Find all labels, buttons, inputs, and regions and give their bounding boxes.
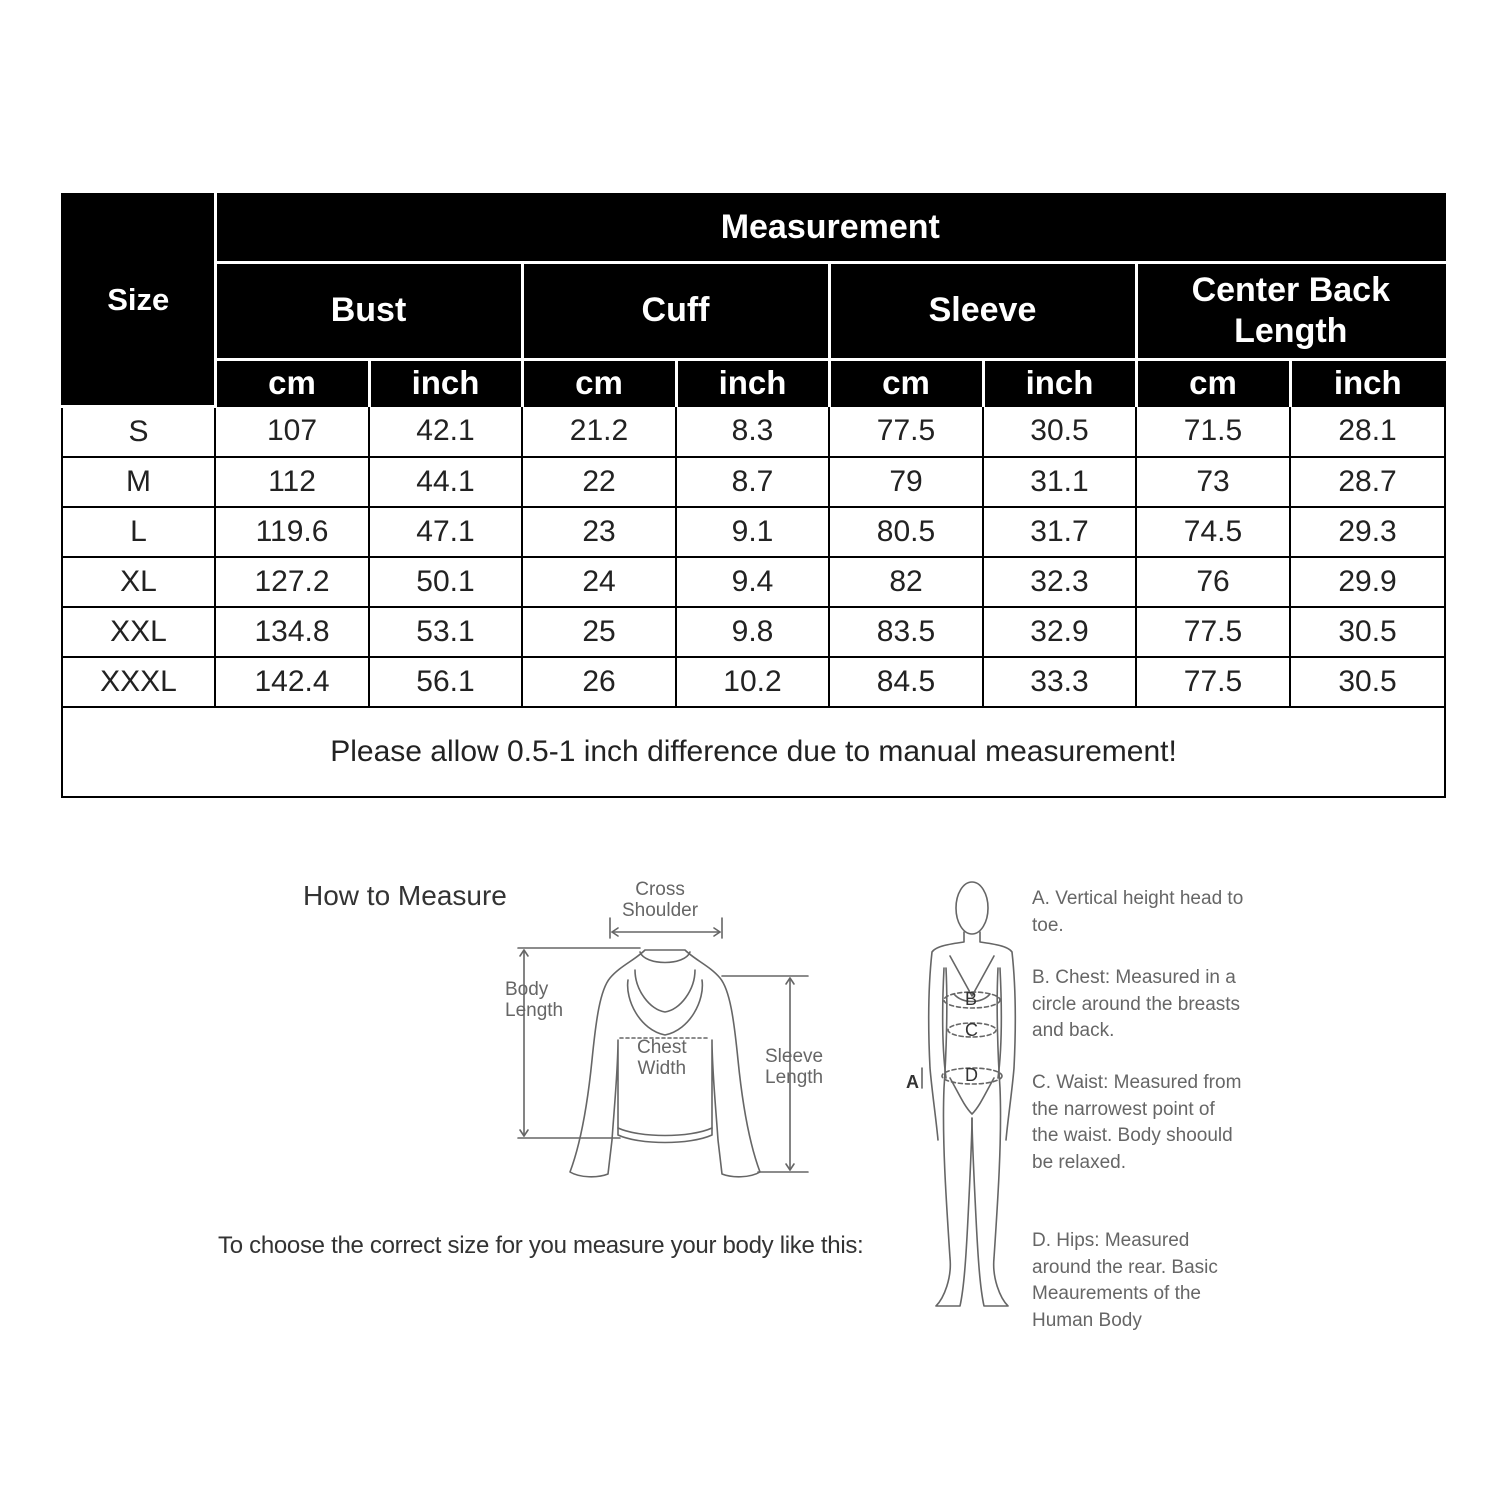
value-cell: 9.1 bbox=[676, 507, 829, 557]
value-cell: 30.5 bbox=[1290, 657, 1445, 707]
value-cell: 26 bbox=[522, 657, 676, 707]
value-cell: 31.1 bbox=[983, 457, 1136, 507]
value-cell: 107 bbox=[215, 406, 369, 457]
chest-width-label bbox=[637, 1037, 687, 1079]
body-length-label bbox=[505, 979, 563, 1021]
value-cell: 24 bbox=[522, 557, 676, 607]
table-row bbox=[62, 557, 1445, 607]
size-cell: XL bbox=[62, 557, 215, 607]
cuff-header: Cuff bbox=[522, 263, 829, 360]
value-cell: 8.3 bbox=[676, 406, 829, 457]
value-cell: 23 bbox=[522, 507, 676, 557]
value-cell: 76 bbox=[1136, 557, 1290, 607]
value-cell: 32.3 bbox=[983, 557, 1136, 607]
note-c-letter: C. bbox=[1032, 1072, 1051, 1093]
table-row bbox=[62, 507, 1445, 557]
body-length-line2: Length bbox=[505, 1000, 564, 1021]
cross-shoulder-line2: Shoulder bbox=[622, 900, 699, 921]
measurement-note-d bbox=[1032, 1228, 1247, 1334]
note-c-text: Waist: Measured from the narrowest point of the waist. Body shoould be relaxed. bbox=[1032, 1072, 1242, 1173]
human-body-diagram bbox=[900, 878, 1020, 1318]
chest-width-line1: Chest bbox=[637, 1037, 687, 1058]
sleeve-cm-header: cm bbox=[829, 360, 983, 407]
value-cell: 53.1 bbox=[369, 607, 522, 657]
size-cell: M bbox=[62, 457, 215, 507]
cuff-inch-header: inch bbox=[676, 360, 829, 407]
value-cell: 142.4 bbox=[215, 657, 369, 707]
body-length-line1: Body bbox=[505, 979, 549, 1000]
measurement-note-c bbox=[1032, 1070, 1242, 1176]
value-cell: 73 bbox=[1136, 457, 1290, 507]
size-chart-table bbox=[61, 193, 1446, 798]
value-cell: 71.5 bbox=[1136, 406, 1290, 457]
value-cell: 42.1 bbox=[369, 406, 522, 457]
value-cell: 82 bbox=[829, 557, 983, 607]
body-marker-a: A bbox=[906, 1072, 919, 1092]
center-back-cm-header: cm bbox=[1136, 360, 1290, 407]
sleeve-inch-header: inch bbox=[983, 360, 1136, 407]
value-cell: 25 bbox=[522, 607, 676, 657]
bust-cm-header: cm bbox=[215, 360, 369, 407]
note-a-text: Vertical height head to toe. bbox=[1032, 888, 1244, 936]
note-a-letter: A. bbox=[1032, 888, 1050, 909]
bust-inch-header: inch bbox=[369, 360, 522, 407]
value-cell: 119.6 bbox=[215, 507, 369, 557]
value-cell: 56.1 bbox=[369, 657, 522, 707]
size-cell: S bbox=[62, 406, 215, 457]
value-cell: 9.4 bbox=[676, 557, 829, 607]
center-back-length-label: Center Back Length bbox=[1191, 270, 1390, 350]
body-marker-d: D bbox=[965, 1065, 978, 1085]
size-column-header: Size bbox=[62, 194, 215, 406]
value-cell: 83.5 bbox=[829, 607, 983, 657]
note-d-text: Hips: Measured around the rear. Basic Meaurements of the Human Body bbox=[1032, 1230, 1218, 1331]
value-cell: 8.7 bbox=[676, 457, 829, 507]
bust-header: Bust bbox=[215, 263, 522, 360]
sleeve-length-label bbox=[765, 1046, 823, 1088]
center-back-inch-header: inch bbox=[1290, 360, 1445, 407]
measurement-note-a bbox=[1032, 886, 1257, 939]
value-cell: 47.1 bbox=[369, 507, 522, 557]
body-marker-b: B bbox=[965, 989, 978, 1009]
sleeve-length-line2: Length bbox=[765, 1067, 824, 1088]
sleeve-header: Sleeve bbox=[829, 263, 1136, 360]
value-cell: 21.2 bbox=[522, 406, 676, 457]
center-back-length-header bbox=[1136, 263, 1445, 360]
value-cell: 29.3 bbox=[1290, 507, 1445, 557]
value-cell: 77.5 bbox=[1136, 657, 1290, 707]
value-cell: 32.9 bbox=[983, 607, 1136, 657]
value-cell: 31.7 bbox=[983, 507, 1136, 557]
value-cell: 30.5 bbox=[983, 406, 1136, 457]
measurement-note-b bbox=[1032, 965, 1257, 1045]
size-cell: XXXL bbox=[62, 657, 215, 707]
cuff-cm-header: cm bbox=[522, 360, 676, 407]
table-row bbox=[62, 406, 1445, 457]
value-cell: 79 bbox=[829, 457, 983, 507]
value-cell: 74.5 bbox=[1136, 507, 1290, 557]
note-d-letter: D. bbox=[1032, 1230, 1051, 1251]
how-to-measure-title: How to Measure bbox=[303, 880, 507, 911]
value-cell: 112 bbox=[215, 457, 369, 507]
table-row bbox=[62, 657, 1445, 707]
value-cell: 28.7 bbox=[1290, 457, 1445, 507]
value-cell: 33.3 bbox=[983, 657, 1136, 707]
table-row bbox=[62, 457, 1445, 507]
value-cell: 22 bbox=[522, 457, 676, 507]
value-cell: 28.1 bbox=[1290, 406, 1445, 457]
value-cell: 127.2 bbox=[215, 557, 369, 607]
table-row bbox=[62, 607, 1445, 657]
value-cell: 77.5 bbox=[1136, 607, 1290, 657]
measurement-header: Measurement bbox=[215, 194, 1445, 263]
value-cell: 30.5 bbox=[1290, 607, 1445, 657]
value-cell: 44.1 bbox=[369, 457, 522, 507]
value-cell: 77.5 bbox=[829, 406, 983, 457]
note-b-text: Chest: Measured in a circle around the breasts and back. bbox=[1032, 967, 1241, 1041]
choose-size-instruction: To choose the correct size for you measure your body like this: bbox=[218, 1232, 864, 1259]
value-cell: 80.5 bbox=[829, 507, 983, 557]
size-cell: L bbox=[62, 507, 215, 557]
value-cell: 134.8 bbox=[215, 607, 369, 657]
value-cell: 50.1 bbox=[369, 557, 522, 607]
cross-shoulder-line1: Cross bbox=[635, 879, 685, 900]
value-cell: 84.5 bbox=[829, 657, 983, 707]
measurement-note: Please allow 0.5-1 inch difference due to manual measurement! bbox=[62, 707, 1445, 797]
value-cell: 29.9 bbox=[1290, 557, 1445, 607]
size-cell: XXL bbox=[62, 607, 215, 657]
value-cell: 9.8 bbox=[676, 607, 829, 657]
value-cell: 10.2 bbox=[676, 657, 829, 707]
chest-width-line2: Width bbox=[637, 1058, 687, 1079]
body-marker-c: C bbox=[965, 1020, 978, 1040]
cross-shoulder-label bbox=[622, 879, 698, 921]
note-b-letter: B. bbox=[1032, 967, 1050, 988]
sleeve-length-line1: Sleeve bbox=[765, 1046, 824, 1067]
